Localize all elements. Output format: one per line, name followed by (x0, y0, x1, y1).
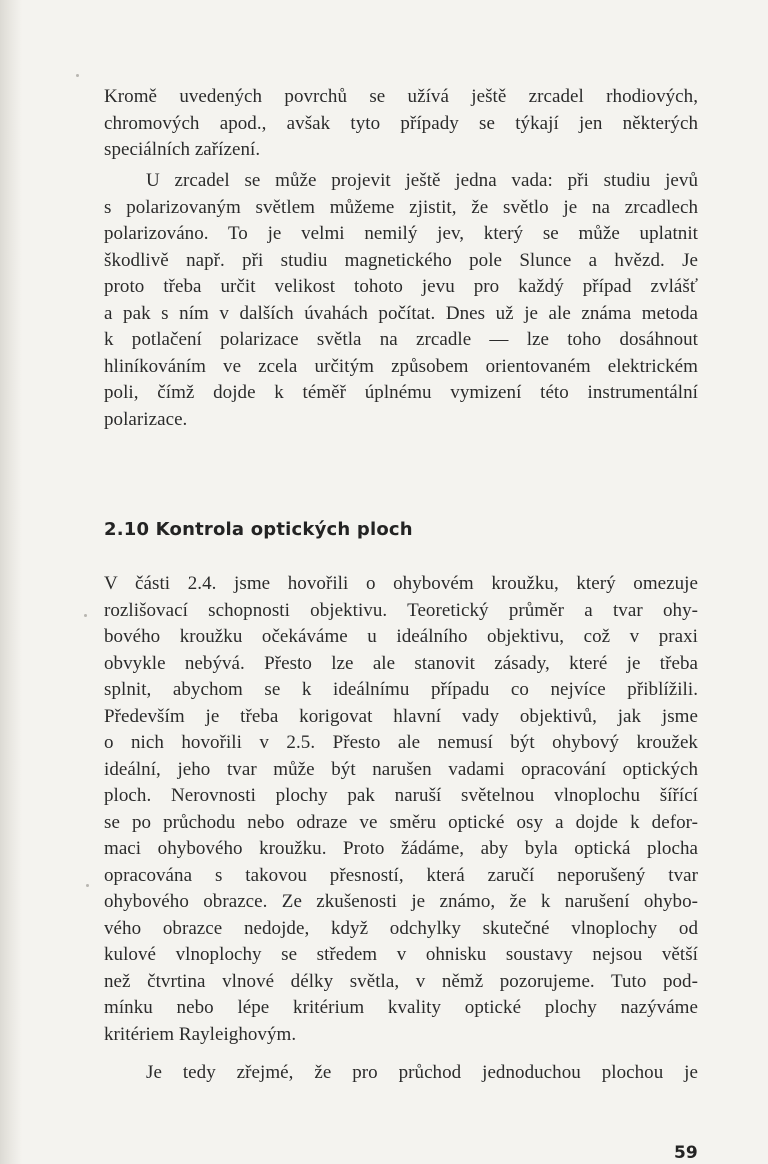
text-line: U zrcadel se může projevit ještě jedna vada: při studiu jevů (146, 170, 698, 191)
text-line: a pak s ním v dalších úvahách počítat. Dnes už je ale známa metoda (104, 302, 698, 324)
text-line: polarizace. (104, 408, 188, 430)
paper-speck (76, 74, 79, 77)
text-line: hliníkováním ve zcela určitým způsobem orientovaném elektrickém (104, 355, 698, 377)
text-line: se po průchodu nebo odraze ve směru optické osy a dojde k defor- (104, 811, 698, 833)
text-line: Především je třeba korigovat hlavní vady objektivů, jak jsme (104, 705, 698, 727)
paragraph-mirror-polarization (104, 168, 698, 433)
text-line: rozlišovací schopnosti objektivu. Teoretický průměr a tvar ohy- (104, 599, 698, 621)
page-number: 59 (674, 1143, 698, 1163)
text-line: ohybového obrazce. Ze zkušenosti je známo, že k narušení ohybo- (104, 891, 698, 912)
paper-speck (84, 614, 87, 617)
paragraph-single-surface (104, 1060, 698, 1087)
text-line: než čtvrtina vlnové délky světla, v němž pozorujeme. Tuto pod- (104, 970, 698, 992)
text-line: V části 2.4. jsme hovořili o ohybovém kroužku, který omezuje (104, 573, 698, 594)
section-heading: 2.10 Kontrola optických ploch (104, 519, 413, 540)
text-line: chromových apod., avšak tyto případy se týkají jen některých (104, 112, 698, 134)
text-line: proto třeba určit velikost tohoto jevu pro každý případ zvlášť (104, 276, 698, 297)
text-line: ideální, jeho tvar může být narušen vadami opracování optických (104, 758, 698, 780)
text-line: bového kroužku očekáváme u ideálního objektivu, což v praxi (104, 626, 698, 647)
text-line: škodlivě např. při studiu magnetického pole Slunce a hvězd. Je (104, 249, 698, 271)
text-line: opracována s takovou přesností, která zaručí neporušený tvar (104, 864, 698, 886)
text-line: poli, čímž dojde k téměř úplnému vymizení této instrumentální (104, 382, 698, 403)
text-line: maci ohybového kroužku. Proto žádáme, aby byla optická plocha (104, 838, 698, 859)
paragraph-diffraction-ring (104, 571, 698, 1048)
text-line: mínku nebo lépe kritérium kvality optické plochy nazýváme (104, 997, 698, 1018)
text-line: obvykle nebývá. Přesto lze ale stanovit zásady, které je třeba (104, 652, 698, 674)
text-line: speciálních zařízení. (104, 139, 261, 160)
text-line: k potlačení polarizace světla na zrcadle — lze toho dosáhnout (104, 329, 698, 350)
text-line: vého obrazce nedojde, když odchylky skutečné vlnoplochy od (104, 917, 698, 939)
text-line: Je tedy zřejmé, že pro průchod jednoduchou plochou je (146, 1062, 698, 1083)
text-line: polarizováno. To je velmi nemilý jev, který se může uplatnit (104, 223, 698, 244)
paragraph-mirror-coatings (104, 84, 698, 164)
text-line: s polarizovaným světlem můžeme zjistit, že světlo je na zrcadlech (104, 196, 698, 218)
text-line: o nich hovořili v 2.5. Přesto ale nemusí být ohybový kroužek (104, 732, 698, 753)
text-line: kulové vlnoplochy se středem v ohnisku soustavy nejsou větší (104, 944, 698, 965)
text-line: ploch. Nerovnosti plochy pak naruší světelnou vlnoplochu šířící (104, 785, 698, 806)
paper-speck (86, 884, 89, 887)
text-line: splnit, abychom se k ideálnímu případu co nejvíce přiblížili. (104, 679, 698, 700)
text-line: kritériem Rayleighovým. (104, 1023, 297, 1045)
text-line: Kromě uvedených povrchů se užívá ještě zrcadel rhodiových, (104, 86, 698, 107)
page-binding-edge (0, 0, 22, 1164)
